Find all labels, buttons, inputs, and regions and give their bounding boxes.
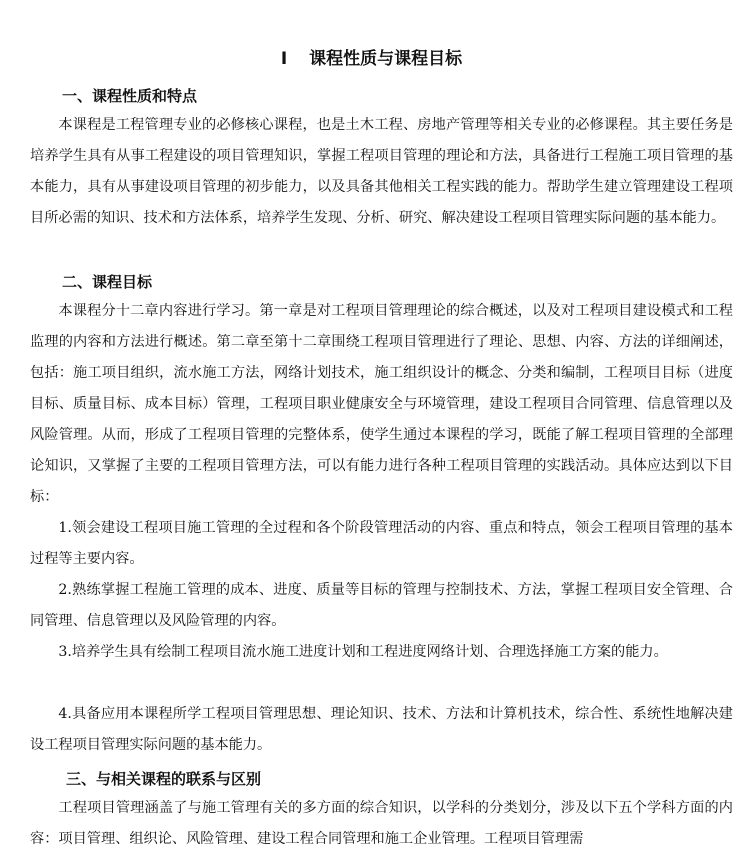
chapter-number: I [280, 49, 288, 69]
section-heading-nature: 一、课程性质和特点 [62, 87, 198, 105]
section-heading-relations: 三、与相关课程的联系与区别 [66, 770, 262, 788]
objective-item-4: 4.具备应用本课程所学工程项目管理思想、理论知识、技术、方法和计算机技术，综合性、系统性地解决建设工程项目管理实际问题的基本能力。 [30, 706, 733, 753]
paragraph-objectives: 本课程分十二章内容进行学习。第一章是对工程项目管理理论的综合概述，以及对工程项目建设模式和工程监理的内容和方法进行概述。第二章至第十二章围绕工程项目管理进行了理论、思想、内容、方法的详细阐述，包括：施工项目组织，流水施工方法，网络计划技术，施工组织设计的概念、分类和编制，工程项目目标（进度目标、质量目标、成本目标）管理，工程项目职业健康安全与环境管理，建设工程项目合同管理、信息管理以及风险管理。从而，形成了工程项目管理的完整体系，使学生通过本课程的学习，既能了解工程项目管理的全部理论知识，又掌握了主要的工程项目管理方法，可以有能力进行各种工程项目管理的实践活动。具体应达到以下目标： [30, 303, 733, 505]
paragraph-relations: 工程项目管理涵盖了与施工管理有关的多方面的综合知识，以学科的分类划分，涉及以下五个学科方面的内容：项目管理、组织论、风险管理、建设工程合同管理和施工企业管理。工程项目管理需 [30, 800, 733, 847]
section-heading-objectives: 二、课程目标 [62, 273, 153, 291]
objective-item-2: 2.熟练掌握工程施工管理的成本、进度、质量等目标的管理与控制技术、方法，掌握工程项目安全管理、合同管理、信息管理以及风险管理的内容。 [30, 582, 733, 629]
paragraph-nature: 本课程是工程管理专业的必修核心课程，也是土木工程、房地产管理等相关专业的必修课程。其主要任务是培养学生具有从事工程建设的项目管理知识，掌握工程项目管理的理论和方法，具备进行工程施工项目管理的基本能力，具有从事建设项目管理的初步能力，以及具备其他相关工程实践的能力。帮助学生建立管理建设工程项目所必需的知识、技术和方法体系，培养学生发现、分析、研究、解决建设工程项目管理实际问题的基本能力。 [30, 117, 733, 226]
chapter-title-text: 课程性质与课程目标 [309, 49, 463, 69]
objective-item-1: 1.领会建设工程项目施工管理的全过程和各个阶段管理活动的内容、重点和特点，领会工程项目管理的基本过程等主要内容。 [30, 520, 733, 567]
objective-item-3: 3.培养学生具有绘制工程项目流水施工进度计划和工程进度网络计划、合理选择施工方案的能力。 [58, 644, 668, 660]
page-title [0, 47, 743, 71]
